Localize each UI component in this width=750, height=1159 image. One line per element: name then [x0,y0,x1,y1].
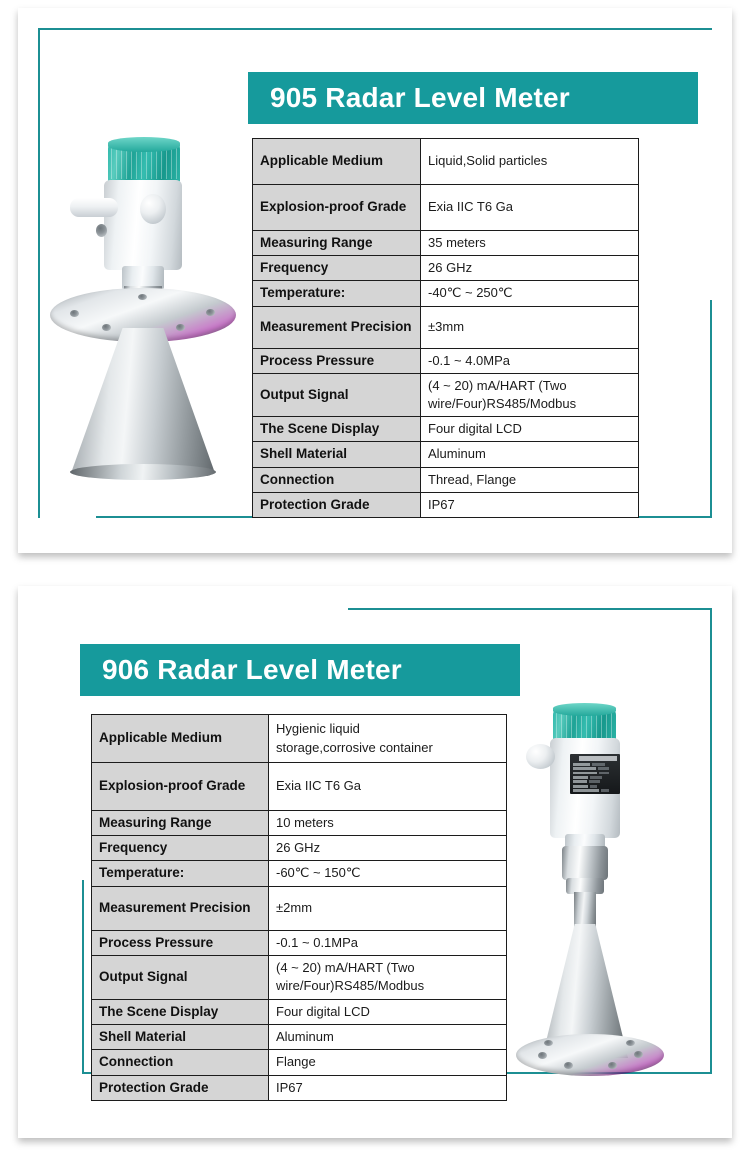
nameplate-value [589,780,600,783]
spec-key: Measuring Range [253,231,421,256]
spec-value: IP67 [421,492,639,517]
nameplate-row [573,763,590,766]
flange-bolt-906-5 [544,1040,553,1046]
spec-key: Applicable Medium [253,139,421,185]
card-905-frame-top [38,28,712,30]
spec-value: 26 GHz [421,256,639,281]
nameplate-906 [570,754,620,794]
nameplate-value [590,785,597,788]
table-row [253,492,639,517]
spec-value-line2: wire/Four)RS485/Modbus [276,978,425,994]
spec-key: Protection Grade [92,1075,269,1100]
table-row [253,231,639,256]
nameplate-value [601,789,609,792]
spec-value: 35 meters [421,231,639,256]
spec-value [421,139,639,185]
spec-value [269,955,507,999]
spec-value: Aluminum [421,442,639,467]
adjust-knob-906 [526,744,555,769]
flange-bolt-905-1 [70,310,79,317]
spec-key: Explosion-proof Grade [92,763,269,811]
nameplate-row [573,776,588,779]
spec-value: Exia IIC T6 Ga [269,763,507,811]
horn-antenna-905 [70,328,216,476]
spec-key: Temperature: [92,861,269,886]
card-905-frame-right [710,300,712,518]
table-row [92,1075,507,1100]
spec-value: 26 GHz [269,836,507,861]
banner-title-905: 905 Radar Level Meter [270,82,570,113]
spec-key: Measurement Precision [92,886,269,930]
nameplate-value [592,763,605,766]
spec-value: -0.1 ~ 0.1MPa [269,930,507,955]
spec-key: Output Signal [92,955,269,999]
flange-bolt-905-4 [206,309,215,316]
spec-key: Process Pressure [92,930,269,955]
spec-value: -0.1 ~ 4.0MPa [421,348,639,373]
nameplate-value [590,776,602,779]
flange-bolt-906-4 [634,1051,643,1058]
table-row [253,467,639,492]
flange-bolt-906-1 [538,1052,547,1059]
spec-key: The Scene Display [253,417,421,442]
spec-value-line1: Hygienic liquid [276,721,360,737]
spec-key: Output Signal [253,373,421,416]
spec-value-line1: (4 ~ 20) mA/HART (Two [276,960,415,976]
table-row [92,886,507,930]
spec-key: Shell Material [253,442,421,467]
table-row [253,306,639,348]
spec-key: Frequency [253,256,421,281]
flange-bolt-905-3 [176,324,185,331]
table-row [253,281,639,306]
table-row [92,811,507,836]
spec-value: Thread, Flange [421,467,639,492]
table-row [92,861,507,886]
spec-value: 10 meters [269,811,507,836]
table-row [92,836,507,861]
nameplate-title-line [579,756,617,760]
nameplate-row [573,780,587,783]
spec-key: Measurement Precision [253,306,421,348]
antenna-shaft-906 [574,892,596,928]
spec-key: The Scene Display [92,999,269,1024]
spec-key: Frequency [92,836,269,861]
table-row [92,930,507,955]
flange-bolt-906-2 [564,1062,573,1069]
spec-value [269,715,507,763]
spec-table-906 [91,714,507,1101]
card-906-frame-top [348,608,712,610]
table-row [253,139,639,185]
flange-bolt-905-2 [102,324,111,331]
table-row [253,185,639,231]
spec-value: Flange [269,1050,507,1075]
spec-key: Shell Material [92,1025,269,1050]
cable-gland-905 [96,224,107,237]
spec-value: Exia IIC T6 Ga [421,185,639,231]
spec-value-line2: storage,corrosive container [276,739,433,755]
spec-value: Four digital LCD [421,417,639,442]
transmitter-cap-top-906 [553,703,616,716]
spec-value: -60℃ ~ 150℃ [269,861,507,886]
nameplate-value [598,767,609,770]
spec-key: Applicable Medium [92,715,269,763]
nameplate-row [573,772,597,775]
conduit-arm-905 [70,198,118,217]
spec-key: Measuring Range [92,811,269,836]
horn-antenna-rim-905 [70,464,216,480]
table-row [92,1050,507,1075]
product-image-905 [30,128,250,518]
transmitter-cap-top-905 [108,137,180,152]
spec-value-line1: Liquid,Solid particles [428,153,548,169]
flange-bolt-905-5 [138,294,147,300]
spec-key: Temperature: [253,281,421,306]
table-row [253,348,639,373]
table-row [253,256,639,281]
flange-bolt-906-6 [626,1040,635,1046]
spec-value: -40℃ ~ 250℃ [421,281,639,306]
spec-key: Explosion-proof Grade [253,185,421,231]
spec-key: Connection [92,1050,269,1075]
spec-value: Aluminum [269,1025,507,1050]
nameplate-value [599,772,609,775]
spec-value [421,373,639,416]
card-906-frame-left [82,880,84,1074]
table-row [253,373,639,416]
transmitter-housing-905 [104,180,182,270]
adjust-knob-905 [140,194,166,224]
product-card-906 [18,586,732,1138]
spec-key: Protection Grade [253,492,421,517]
nameplate-row [573,767,596,770]
spec-table-905 [252,138,639,518]
table-row [253,442,639,467]
banner-906 [80,644,520,696]
spec-key: Process Pressure [253,348,421,373]
spec-value: Four digital LCD [269,999,507,1024]
nameplate-row [573,785,588,788]
process-connection-906 [562,846,608,880]
table-row [92,999,507,1024]
product-card-905 [18,8,732,553]
table-row [92,763,507,811]
nameplate-row [573,789,599,792]
flange-bolt-906-3 [608,1062,617,1069]
banner-905 [248,72,698,124]
banner-title-906: 906 Radar Level Meter [102,654,402,685]
spec-value: ±2mm [269,886,507,930]
table-row [253,417,639,442]
product-image-906 [508,696,723,1086]
table-row [92,1025,507,1050]
spec-value: IP67 [269,1075,507,1100]
table-row [92,955,507,999]
spec-value: ±3mm [421,306,639,348]
table-row [92,715,507,763]
spec-value-line1: (4 ~ 20) mA/HART (Two [428,377,567,393]
spec-value-line2: wire/Four)RS485/Modbus [428,396,577,412]
spec-key: Connection [253,467,421,492]
